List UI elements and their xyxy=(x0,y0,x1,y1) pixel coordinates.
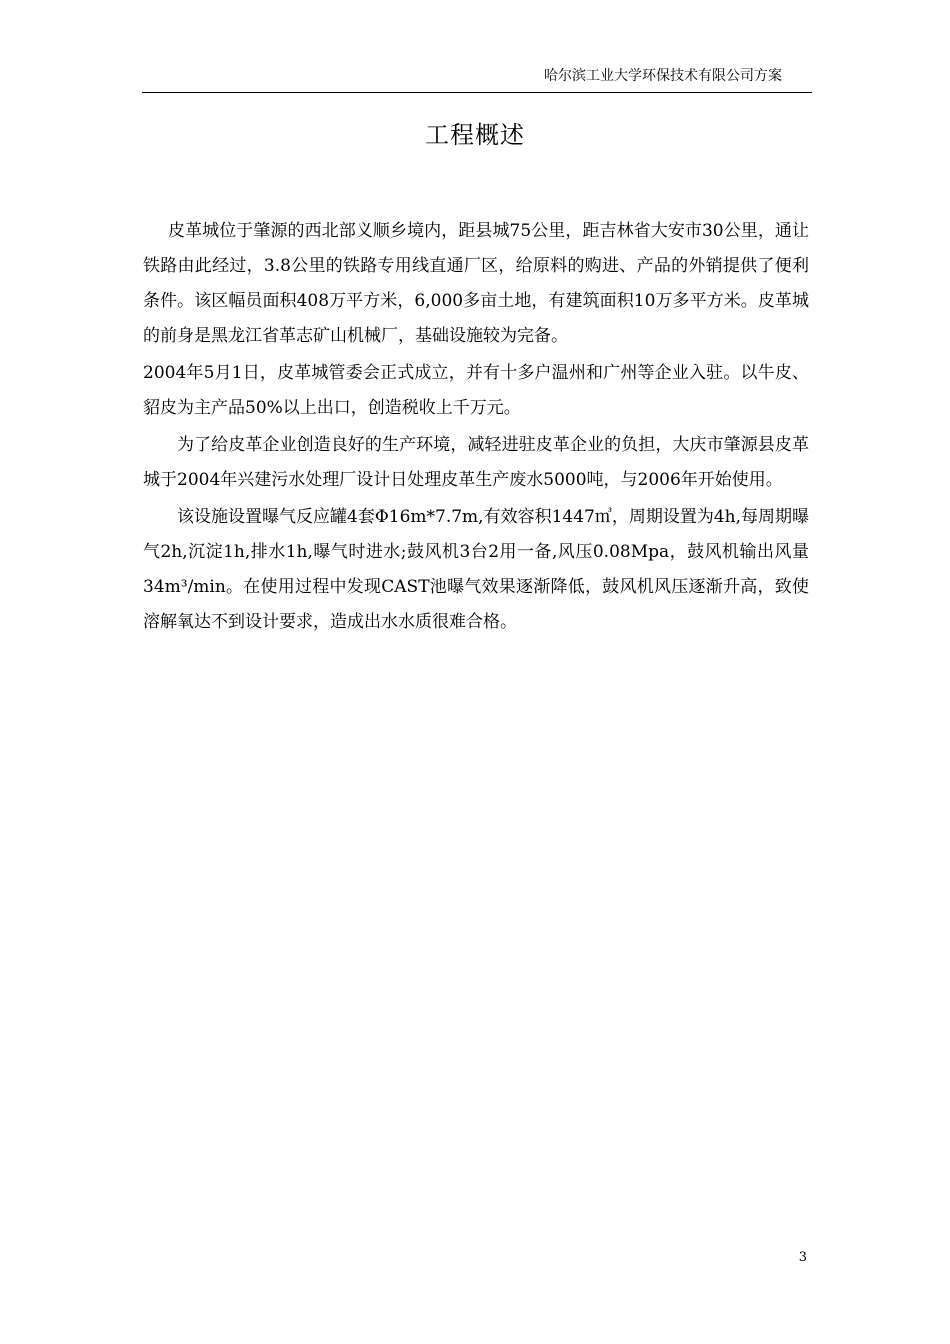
page-number: 3 xyxy=(798,1250,807,1265)
document-body xyxy=(143,214,809,642)
document-title: 工程概述 xyxy=(425,121,525,149)
paragraph-wastewater-plant: 为了给皮革企业创造良好的生产环境，减轻进驻皮革企业的负担，大庆市肇源县皮革城于2004年兴建污水处理厂设计日处理皮革生产废水5000吨，与2006年开始使用。 xyxy=(143,435,809,490)
paragraph-location: 皮革城位于肇源的西北部义顺乡境内，距县城75公里，距吉林省大安市30公里，通让铁路由此经过，3.8公里的铁路专用线直通厂区，给原料的购进、产品的外销提供了便利条件。该区幅员面积408万平方米，6,000多亩土地，有建筑面积10万多平方米。皮革城的前身是黑龙江省革志矿山机械厂，基础设施较为完备。 xyxy=(143,221,809,346)
header-divider xyxy=(142,92,812,93)
page-header: 哈尔滨工业大学环保技术有限公司方案 xyxy=(544,68,782,84)
paragraph-facility-specs: 该设施设置曝气反应罐4套Φ16m*7.7m,有效容积1447㎥，周期设置为4h,每周期曝气2h,沉淀1h,排水1h,曝气时进水;鼓风机3台2用一备,风压0.08Mpa，鼓风机输出风量34m³/min。在使用过程中发现CAST池曝气效果逐渐降低，鼓风机风压逐渐升高，致使溶解氧达不到设计要求，造成出水水质很难合格。 xyxy=(143,507,809,632)
paragraph-establishment: 2004年5月1日，皮革城管委会正式成立，并有十多户温州和广州等企业入驻。以牛皮、貂皮为主产品50%以上出口，创造税收上千万元。 xyxy=(143,363,809,418)
